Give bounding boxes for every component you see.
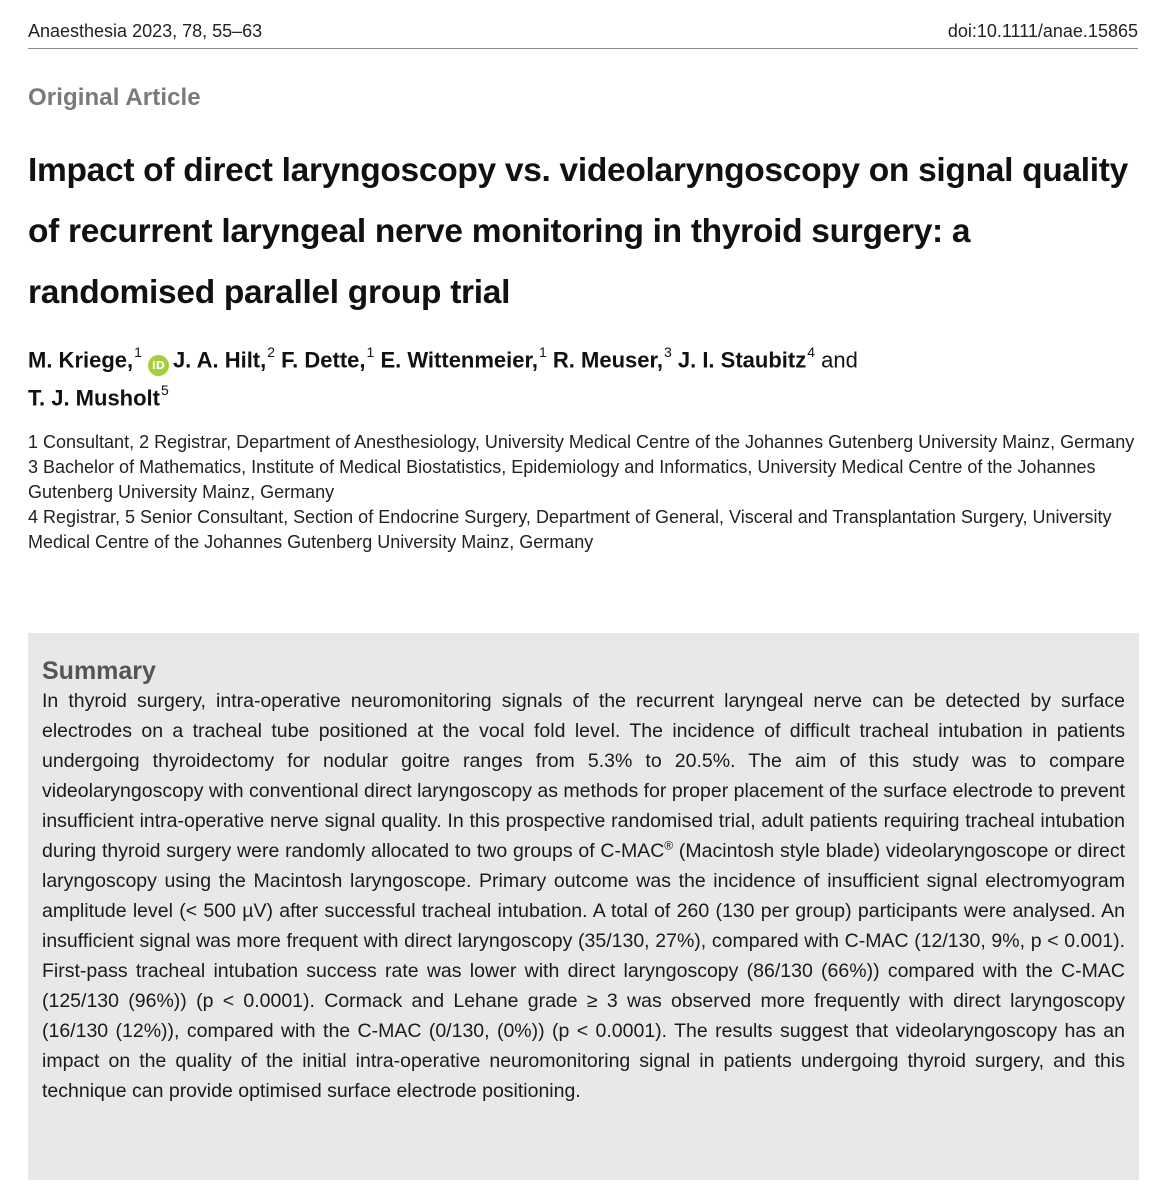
summary-text-part2: (Macintosh style blade) videolaryngoscope or direct laryngoscopy using the Macintosh laryngoscope. Primary outcome was the incidence of insufficient signal electromyogram amplitude level (< 500 µV) after successful tracheal intubation. A total of 260 (130 per group) participants were analysed. An insufficient signal was more frequent with direct laryngoscopy (35/130, 27%), compared with C-MAC (12/130, 9%, p < 0.001). First-pass tracheal intubation success rate was lower with direct laryngoscopy (86/130 (66%)) compared with the C-MAC (125/130 (96%)) (p < 0.0001). Cormack and Lehane grade ≥ 3 was observed more frequently with direct laryngoscopy (16/130 (12%)), compared with the C-MAC (0/130, (0%)) (p < 0.0001). The results suggest that videolaryngoscopy has an impact on the quality of the initial intra-operative neuromonitoring signal in patients undergoing thyroid surgery, and this technique can provide optimised surface electrode positioning. bbox=[42, 840, 1126, 1102]
registered-mark: ® bbox=[664, 838, 674, 853]
author-name[interactable]: M. Kriege, bbox=[28, 347, 134, 373]
author-conjunction: and bbox=[821, 347, 858, 373]
author-affiliation-sup: 4 bbox=[807, 344, 816, 360]
author-affiliation-sup: 5 bbox=[161, 382, 169, 399]
journal-citation: Anaesthesia 2023, 78, 55–63 bbox=[28, 21, 263, 41]
author-affiliation-sup: 1 bbox=[366, 344, 375, 360]
author-affiliation-sup: 2 bbox=[267, 344, 276, 360]
affiliation-item: 4 Registrar, 5 Senior Consultant, Section of Endocrine Surgery, Department of General, Visceral and Transplantation Surgery, University Medical Centre of the Johannes Gutenberg University Mainz, Germany bbox=[28, 507, 1112, 552]
affiliation-item: 1 Consultant, 2 Registrar, Department of Anesthesiology, University Medical Centre of the Johannes Gutenberg University Mainz, Germany bbox=[28, 432, 1135, 452]
author-name[interactable]: J. I. Staubitz bbox=[677, 347, 807, 373]
author-affiliation-sup: 3 bbox=[663, 344, 672, 360]
running-header bbox=[28, 18, 1138, 49]
orcid-icon[interactable]: iD bbox=[148, 355, 169, 376]
affiliation-item: 3 Bachelor of Mathematics, Institute of Medical Biostatistics, Epidemiology and Informatics, University Medical Centre of the Johannes Gutenberg University Mainz, Germany bbox=[28, 457, 1096, 502]
article-type-label: Original Article bbox=[28, 84, 201, 111]
doi-link[interactable]: doi:10.1111/anae.15865 bbox=[947, 21, 1138, 41]
author-affiliation-sup: 1 bbox=[538, 344, 547, 360]
author-affiliation-sup: 1 bbox=[134, 344, 142, 360]
summary-text bbox=[42, 686, 1125, 1106]
summary-box bbox=[28, 633, 1139, 1180]
author-name[interactable]: T. J. Musholt bbox=[28, 385, 160, 411]
article-title: Impact of direct laryngoscopy vs. videolaryngoscopy on signal quality of recurrent laryngeal nerve monitoring in thyroid surgery: a randomised parallel group trial bbox=[28, 152, 1128, 311]
author-name[interactable]: F. Dette, bbox=[281, 347, 366, 373]
author-name[interactable]: E. Wittenmeier, bbox=[380, 347, 538, 373]
summary-heading: Summary bbox=[42, 657, 156, 685]
summary-text-part1: In thyroid surgery, intra-operative neuromonitoring signals of the recurrent laryngeal nerve can be detected by surface electrodes on a tracheal tube positioned at the vocal fold level. The incidence of difficult tracheal intubation in patients undergoing thyroidectomy for nodular goitre ranges from 5.3% to 20.5%. The aim of this study was to compare videolaryngoscopy with conventional direct laryngoscopy as methods for proper placement of the surface electrode to prevent insufficient intra-operative nerve signal quality. In this prospective randomised trial, adult patients requiring tracheal intubation during thyroid surgery were randomly allocated to two groups of C-MAC bbox=[42, 690, 1125, 862]
affiliation-list bbox=[28, 430, 1138, 555]
author-name[interactable]: R. Meuser, bbox=[552, 347, 663, 373]
author-list bbox=[28, 338, 1128, 415]
author-name[interactable]: J. A. Hilt, bbox=[172, 347, 267, 373]
